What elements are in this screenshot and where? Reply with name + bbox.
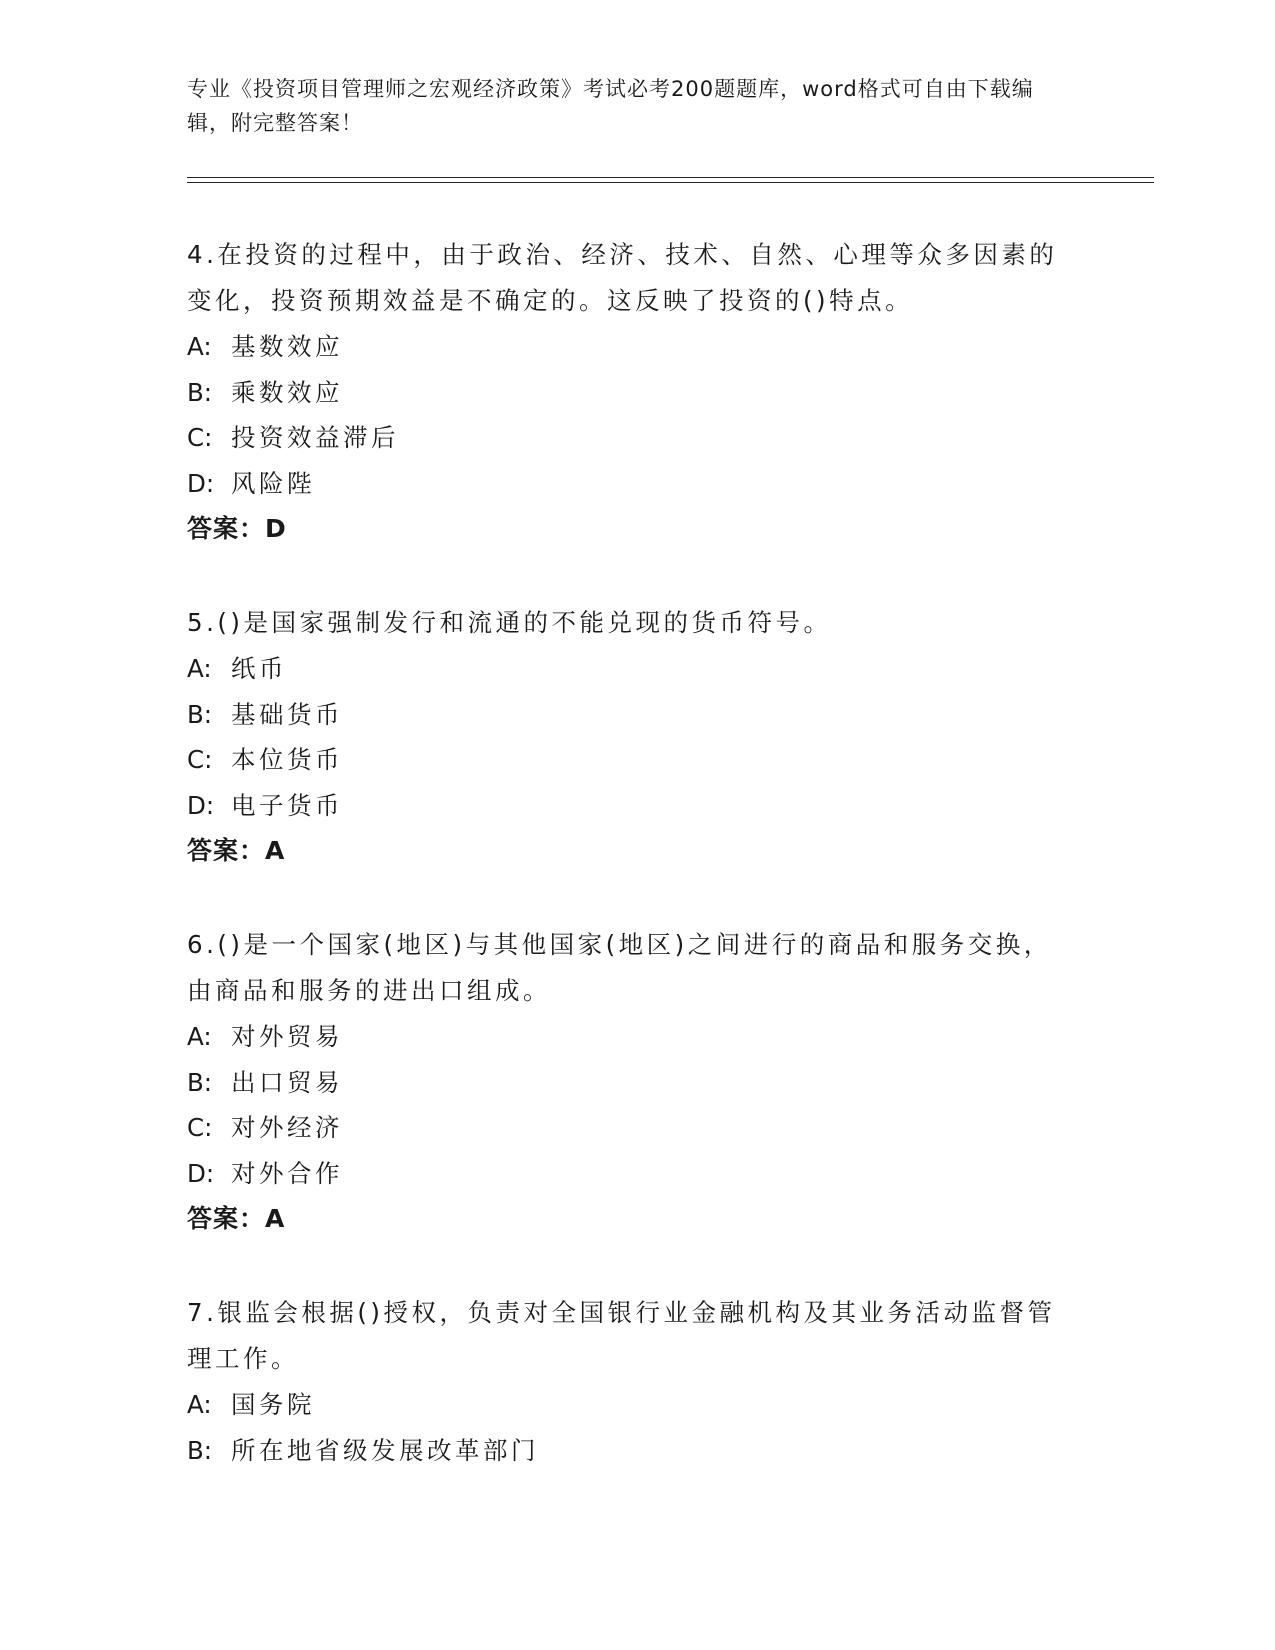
option-text: 电子货币 bbox=[231, 790, 343, 820]
option-b bbox=[187, 1428, 1067, 1474]
answer-line: 答案：A bbox=[187, 836, 286, 865]
question-text: 7.银监会根据()授权，负责对全国银行业金融机构及其业务活动监督管理工作。 bbox=[187, 1298, 1056, 1373]
option-c bbox=[187, 737, 1067, 783]
option-text: 出口贸易 bbox=[231, 1067, 343, 1097]
option-d bbox=[187, 1151, 1067, 1197]
option-b bbox=[187, 1060, 1067, 1106]
option-label: C: bbox=[187, 423, 213, 452]
question-7 bbox=[187, 1290, 1067, 1473]
option-a bbox=[187, 646, 1067, 692]
answer-line: 答案：A bbox=[187, 1204, 286, 1233]
option-a bbox=[187, 324, 1067, 370]
option-text: 对外经济 bbox=[231, 1113, 343, 1142]
option-d bbox=[187, 461, 1067, 507]
option-text: 本位货币 bbox=[231, 745, 343, 774]
question-5 bbox=[187, 600, 1067, 874]
question-6 bbox=[187, 922, 1067, 1242]
option-a bbox=[187, 1014, 1067, 1060]
option-text: 投资效益滞后 bbox=[231, 423, 399, 452]
option-label: A: bbox=[187, 1390, 212, 1419]
option-a bbox=[187, 1382, 1067, 1428]
question-text: 6.()是一个国家(地区)与其他国家(地区)之间进行的商品和服务交换，由商品和服务的进出口组成。 bbox=[187, 930, 1052, 1005]
option-label: A: bbox=[187, 654, 212, 683]
option-label: D: bbox=[187, 1158, 215, 1188]
answer-line: 答案：D bbox=[187, 514, 287, 543]
option-label: A: bbox=[187, 1022, 212, 1051]
question-4 bbox=[187, 232, 1067, 552]
option-text: 国务院 bbox=[231, 1390, 315, 1419]
option-label: C: bbox=[187, 1113, 213, 1142]
question-list bbox=[187, 232, 1067, 1521]
document-header: 专业《投资项目管理师之宏观经济政策》考试必考200题题库，word格式可自由下载编辑，附完整答案！ bbox=[187, 77, 1034, 135]
option-text: 纸币 bbox=[231, 654, 287, 683]
option-label: A: bbox=[187, 332, 212, 361]
option-text: 风险陛 bbox=[231, 468, 315, 498]
option-d bbox=[187, 783, 1067, 829]
option-label: B: bbox=[187, 377, 213, 407]
question-text: 4.在投资的过程中，由于政治、经济、技术、自然、心理等众多因素的变化，投资预期效益是不确定的。这反映了投资的()特点。 bbox=[187, 240, 1058, 315]
header-rule-top bbox=[187, 177, 1154, 178]
option-c bbox=[187, 1105, 1067, 1151]
option-b bbox=[187, 370, 1067, 416]
option-text: 基数效应 bbox=[231, 332, 343, 361]
option-text: 基础货币 bbox=[231, 699, 343, 729]
option-label: B: bbox=[187, 1067, 213, 1097]
option-b bbox=[187, 692, 1067, 738]
option-c bbox=[187, 415, 1067, 461]
option-text: 所在地省级发展改革部门 bbox=[231, 1435, 539, 1465]
option-label: D: bbox=[187, 468, 215, 498]
option-label: D: bbox=[187, 790, 215, 820]
option-text: 对外贸易 bbox=[231, 1022, 343, 1051]
option-text: 对外合作 bbox=[231, 1158, 343, 1188]
header-rule-bottom bbox=[187, 182, 1154, 183]
option-label: C: bbox=[187, 745, 213, 774]
option-text: 乘数效应 bbox=[231, 377, 343, 407]
option-label: B: bbox=[187, 699, 213, 729]
option-label: B: bbox=[187, 1435, 213, 1465]
question-text: 5.()是国家强制发行和流通的不能兑现的货币符号。 bbox=[187, 608, 832, 637]
